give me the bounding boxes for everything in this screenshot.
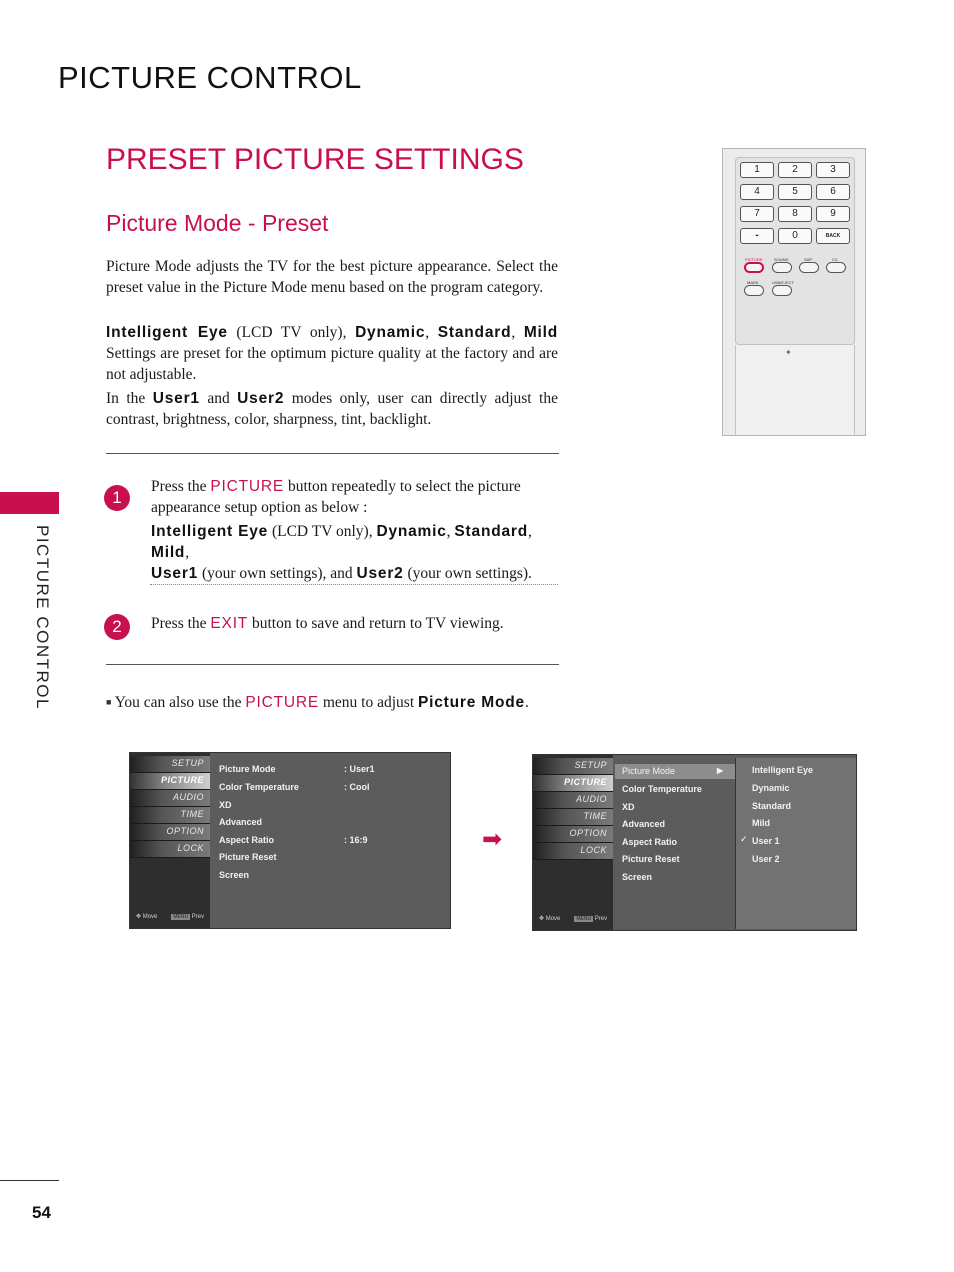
remote-mark-button: [744, 285, 764, 296]
kw-intelligent-eye: Intelligent Eye: [106, 324, 228, 341]
osd2-submenu-item: Standard: [752, 801, 792, 811]
remote-key-2: 2: [778, 162, 812, 178]
footer-rule: [0, 1180, 59, 1181]
remote-key-1: 1: [740, 162, 774, 178]
note: ■ You can also use the PICTURE menu to adjust Picture Mode.: [106, 694, 529, 711]
subsection-title: Picture Mode - Preset: [106, 210, 329, 236]
osd-side-lock: LOCK: [130, 841, 210, 858]
remote-key-9: 9: [816, 206, 850, 222]
osd-side-time: TIME: [130, 807, 210, 824]
step-2-text: Press the EXIT button to save and return to TV viewing.: [151, 615, 504, 632]
remote-sound-button: [772, 262, 792, 273]
osd1-item-value: : Cool: [344, 782, 370, 792]
remote-control-illustration: [722, 148, 866, 436]
kw-user2: User2: [237, 390, 285, 407]
remote-usb-eject-button: [772, 285, 792, 296]
remote-lower-body: [735, 345, 855, 435]
remote-sap-button: [799, 262, 819, 273]
osd2-item-label: Picture Mode: [622, 766, 676, 776]
remote-cc-button: [826, 262, 846, 273]
remote-label-sap: SAP: [804, 257, 813, 262]
remote-key-6: 6: [816, 184, 850, 200]
kw-mild: Mild: [523, 324, 559, 341]
submenu-arrow-icon: ▶: [717, 766, 724, 775]
kw-dynamic: Dynamic: [355, 324, 426, 341]
osd-side-audio: AUDIO: [130, 790, 210, 807]
remote-picture-button: [744, 262, 764, 273]
right-arrow-icon: ➡: [482, 825, 503, 853]
remote-label-usb-eject: USB/EJECT: [772, 280, 795, 285]
osd2-submenu-item: Dynamic: [752, 783, 790, 793]
step-1-text: Press the PICTURE button repeatedly to select the picture appearance setup option as below :: [151, 478, 521, 516]
remote-key-0: 0: [778, 228, 812, 244]
intro-paragraph-3: In the User1 and User2 modes only, user can directly adjust the contrast, brightness, color, sharpness, tint, backlight.: [106, 390, 558, 428]
osd-side-menu: [533, 755, 613, 930]
osd2-item-label: Advanced: [622, 819, 666, 829]
osd2-item-label: Screen: [622, 872, 653, 882]
osd-screen-1: [129, 752, 451, 929]
remote-key-4: 4: [740, 184, 774, 200]
osd2-submenu-item: User 2: [752, 854, 780, 864]
remote-label-cc: CC: [832, 257, 838, 262]
osd1-item-label: Aspect Ratio: [219, 835, 275, 845]
osd1-item-value: : 16:9: [344, 835, 368, 845]
step-1-badge: 1: [104, 485, 130, 511]
osd1-item-label: XD: [219, 800, 232, 810]
osd1-item-value: : User1: [344, 764, 375, 774]
osd-side-picture: PICTURE: [130, 773, 210, 790]
remote-key-8: 8: [778, 206, 812, 222]
remote-key-dash: -: [740, 228, 774, 244]
osd-footer: ✥ Move MENU Prev: [136, 914, 205, 920]
osd2-submenu-item: Mild: [752, 818, 770, 828]
osd-side-time: TIME: [533, 809, 613, 826]
divider: [106, 664, 559, 665]
osd2-item-label: Aspect Ratio: [622, 837, 678, 847]
intro-paragraph-1: Picture Mode adjusts the TV for the best picture appearance. Select the preset value in the Picture Mode menu based on the program category.: [106, 258, 558, 296]
intro-paragraph-2: Intelligent Eye (LCD TV only), Dynamic, Standard, Mild Settings are preset for the optimum picture quality at the factory and are not adjustable.: [106, 324, 559, 383]
remote-key-7: 7: [740, 206, 774, 222]
side-chapter-label: PICTURE CONTROL: [33, 525, 52, 710]
remote-keypad-area: [735, 157, 855, 345]
osd2-submenu-item: Intelligent Eye: [752, 765, 814, 775]
dotted-divider: [150, 584, 558, 585]
osd-side-audio: AUDIO: [533, 792, 613, 809]
step-1-options: Intelligent Eye (LCD TV only), Dynamic, Standard, Mild, User1 (your own settings), and User2 (your own settings).: [151, 523, 532, 582]
osd-side-menu: [130, 753, 210, 928]
chapter-title: PICTURE CONTROL: [58, 60, 362, 95]
kw-standard: Standard: [437, 324, 512, 341]
osd1-item-label: Picture Reset: [219, 852, 277, 862]
osd2-submenu-item: User 1: [752, 836, 780, 846]
picture-button-label: PICTURE: [210, 478, 285, 495]
remote-label-picture: PICTURE: [745, 257, 763, 262]
chapter-side-tab: [0, 492, 59, 514]
kw-user1: User1: [152, 390, 200, 407]
step-2-badge: 2: [104, 614, 130, 640]
osd1-item-label: Color Temperature: [219, 782, 299, 792]
osd-side-picture: PICTURE: [533, 775, 613, 792]
remote-key-back: BACK: [816, 228, 850, 244]
osd-side-setup: SETUP: [533, 758, 613, 775]
osd2-item-label: XD: [622, 802, 635, 812]
osd2-item-label: Picture Reset: [622, 854, 680, 864]
remote-label-mark: MARK: [747, 280, 759, 285]
osd-screen-2: [532, 754, 857, 931]
osd1-item-label: Picture Mode: [219, 764, 276, 774]
section-title: PRESET PICTURE SETTINGS: [106, 143, 524, 176]
osd1-item-label: Advanced: [219, 817, 263, 827]
osd-footer: ✥ Move MENU Prev: [539, 916, 608, 922]
remote-key-5: 5: [778, 184, 812, 200]
page-number: 54: [32, 1203, 51, 1222]
bullet-icon: ■: [106, 697, 112, 707]
osd2-item-label: Color Temperature: [622, 784, 702, 794]
dpad-icon: ✦: [785, 348, 793, 357]
divider: [106, 453, 559, 454]
osd-side-option: OPTION: [130, 824, 210, 841]
osd-side-option: OPTION: [533, 826, 613, 843]
exit-button-label: EXIT: [210, 615, 249, 632]
remote-label-sound: SOUND: [774, 257, 789, 262]
check-icon: ✓: [740, 835, 748, 845]
osd1-item-label: Screen: [219, 870, 250, 880]
osd-side-lock: LOCK: [533, 843, 613, 860]
remote-key-3: 3: [816, 162, 850, 178]
osd-side-setup: SETUP: [130, 756, 210, 773]
